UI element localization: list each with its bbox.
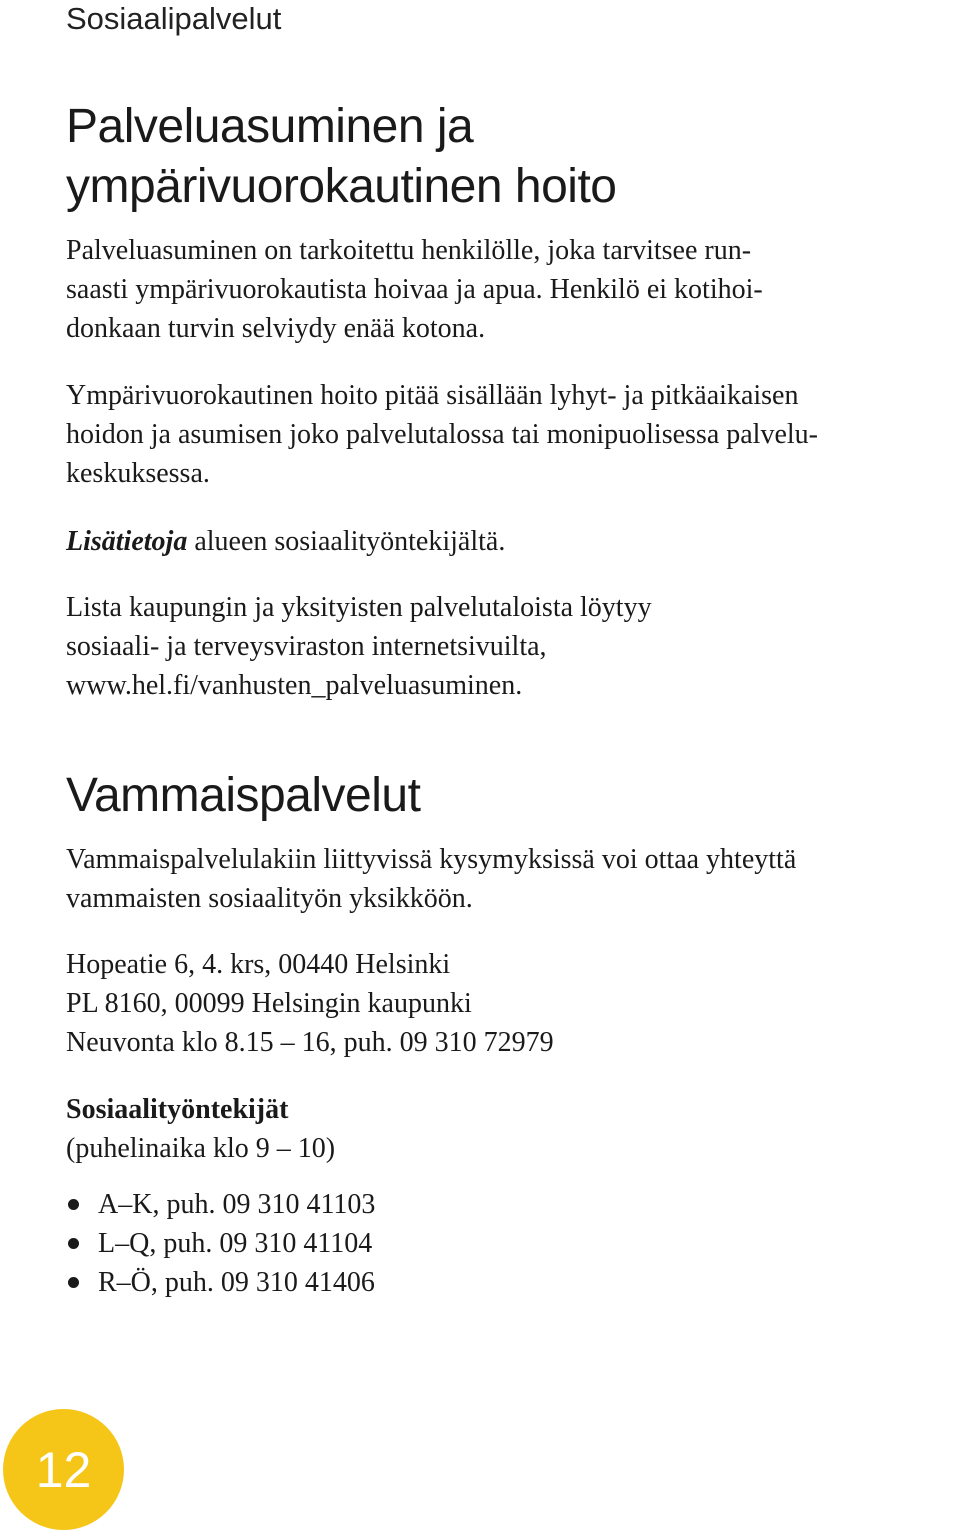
page-number-badge xyxy=(3,1409,124,1530)
paragraph-list-link xyxy=(66,588,652,705)
phone-hours: (puhelinaika klo 9 – 10) xyxy=(66,1133,336,1164)
paragraph-disability-contact xyxy=(66,840,796,918)
title-line: Palveluasuminen ja xyxy=(66,100,474,153)
text-line: saasti ympärivuorokautista hoivaa ja apua. Henkilö ei kotihoi- xyxy=(66,274,763,305)
paragraph-more-info xyxy=(66,522,505,561)
contact-text: R–Ö, puh. 09 310 41406 xyxy=(98,1267,375,1298)
contact-text: L–Q, puh. 09 310 41104 xyxy=(98,1228,373,1259)
text-line: Vammaispalvelulakiin liittyvissä kysymyksissä voi ottaa yhteyttä xyxy=(66,844,797,875)
text-line xyxy=(66,522,505,561)
text-line: hoidon ja asumisen joko palvelutalossa tai monipuolisessa palvelu- xyxy=(66,419,818,450)
more-info-emphasis: Lisätietoja xyxy=(66,526,188,557)
list-item xyxy=(66,1263,375,1302)
paragraph-round-the-clock-care xyxy=(66,376,818,493)
contact-text: A–K, puh. 09 310 41103 xyxy=(98,1189,376,1220)
social-workers-heading-block xyxy=(66,1090,335,1168)
list-item xyxy=(66,1224,375,1263)
address-line: Neuvonta klo 8.15 – 16, puh. 09 310 72979 xyxy=(66,1027,554,1058)
section-title-disability-services: Vammaispalvelut xyxy=(66,769,421,822)
text-line: vammaisten sosiaalityön yksikköön. xyxy=(66,883,473,914)
text-line: keskuksessa. xyxy=(66,458,210,489)
text-line: sosiaali- ja terveysviraston internetsivuilta, xyxy=(66,631,547,662)
contact-list xyxy=(66,1185,375,1302)
section-label: Sosiaalipalvelut xyxy=(66,1,282,36)
address-block xyxy=(66,945,554,1062)
bullet-icon xyxy=(68,1238,79,1249)
url-text: www.hel.fi/vanhusten_palveluasuminen. xyxy=(66,670,523,701)
bullet-icon xyxy=(68,1277,79,1288)
text-line: donkaan turvin selviydy enää kotona. xyxy=(66,313,486,344)
bullet-icon xyxy=(68,1199,79,1210)
text-line: Palveluasuminen on tarkoitettu henkilölle, joka tarvitsee run- xyxy=(66,235,752,266)
address-line: PL 8160, 00099 Helsingin kaupunki xyxy=(66,988,472,1019)
more-info-text: alueen sosiaalityöntekijältä. xyxy=(187,526,506,557)
title-line: ympärivuorokautinen hoito xyxy=(66,160,617,213)
list-item xyxy=(66,1185,375,1224)
text-line: Lista kaupungin ja yksityisten palvelutaloista löytyy xyxy=(66,592,652,623)
text-line: Ympärivuorokautinen hoito pitää sisällään lyhyt- ja pitkäaikaisen xyxy=(66,380,799,411)
paragraph-service-housing xyxy=(66,231,763,348)
social-workers-heading: Sosiaalityöntekijät xyxy=(66,1094,289,1125)
address-line: Hopeatie 6, 4. krs, 00440 Helsinki xyxy=(66,949,451,980)
section-title-housing xyxy=(66,97,617,217)
page-number: 12 xyxy=(35,1441,92,1498)
